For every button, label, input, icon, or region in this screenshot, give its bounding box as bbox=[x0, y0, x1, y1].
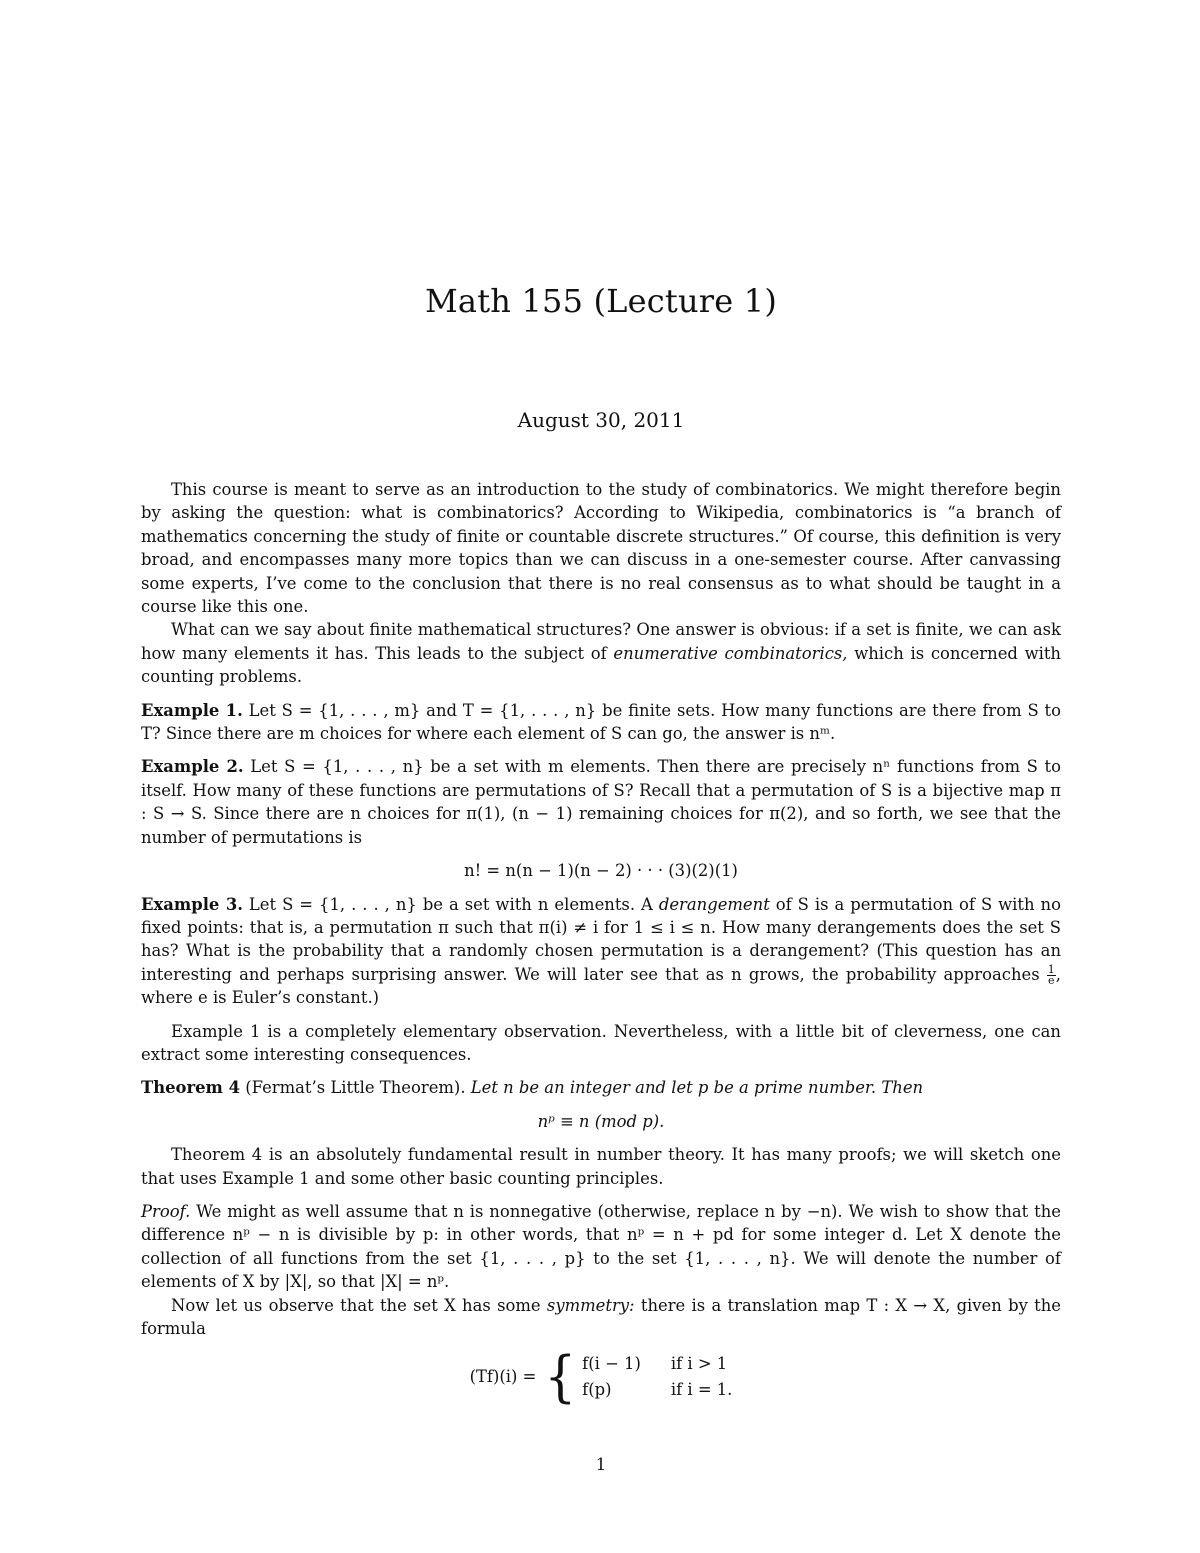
proof-label: Proof. bbox=[141, 1201, 191, 1221]
fraction-one-over-e: $\frac{1}{e}$ bbox=[1047, 962, 1055, 987]
paragraph-elementary: Example 1 is a completely elementary observation. Nevertheless, with a little bit of cleverness, one can extract some interesting consequences. bbox=[141, 1021, 1061, 1064]
left-brace: { bbox=[544, 1344, 577, 1409]
formula-cases bbox=[582, 1352, 732, 1401]
example-2-label: Example 2. bbox=[141, 757, 244, 777]
example-1: Example 1. Let S = {1, . . . , m} and T = {1, . . . , n} be finite sets. How many functions are there from S to T? Since there are m choices for where each element of S can go, the answer is nᵐ. bbox=[141, 700, 1061, 744]
factorial-equation: n! = n(n − 1)(n − 2) · · · (3)(2)(1) bbox=[464, 861, 738, 881]
paragraph-finite-structures: What can we say about finite mathematical structures? One answer is obvious: if a set is finite, we can ask how many elements it has. This leads to the subject of enumerative combinatorics, which is concerned with counting problems. bbox=[141, 620, 1061, 687]
case-1-expression: f(i − 1) bbox=[582, 1354, 641, 1374]
intro-paragraph: This course is meant to serve as an introduction to the study of combinatorics. We might therefore begin by asking the question: what is combinatorics? According to Wikipedia, combinatorics is “a branch of mathematics concerning the study of finite or countable discrete structures.” Of course, this definition is very broad, and encompasses many more topics than we can discuss in a one-semester course. After canvassing some experts, I’ve come to the conclusion that there is no real consensus as to what should be taught in a course like this one. bbox=[141, 480, 1061, 617]
example-2: Example 2. Let S = {1, . . . , n} be a set with m elements. Then there are precisely nⁿ functions from S to itself. How many of these functions are permutations of S? Recall that a permutation of S is a bijective map π : S → S. Since there are n choices for π(1), (n − 1) remaining choices for π(2), and so forth, we see that the number of permutations is bbox=[141, 757, 1061, 847]
example-1-label: Example 1. bbox=[141, 700, 243, 720]
theorem-4: Theorem 4 (Fermat’s Little Theorem). Let n be an integer and let p be a prime number. Then bbox=[141, 1078, 924, 1098]
theorem-4-label: Theorem 4 bbox=[141, 1078, 240, 1098]
case-2-condition: if i = 1. bbox=[670, 1379, 733, 1399]
paragraph-symmetry: Now let us observe that the set X has some symmetry: there is a translation map T : X → X, given by the formula bbox=[141, 1295, 1061, 1338]
proof-paragraph: Proof. We might as well assume that n is nonnegative (otherwise, replace n by −n). We wish to show that the difference nᵖ − n is divisible by p: in other words, that nᵖ = n + pd for some integer d. Let X denote the collection of all functions from the set {1, . . . , p} to the set {1, . . . , n}. We will denote the number of elements of X by |X|, so that |X| = nᵖ. bbox=[141, 1201, 1061, 1292]
example-3-label: Example 3. bbox=[141, 894, 243, 914]
case-1-condition: if i > 1 bbox=[670, 1354, 728, 1374]
example-3: Example 3. Let S = {1, . . . , n} be a set with n elements. A derangement of S is a permutation of S with no fixed points: that is, a permutation π such that π(i) ≠ i for 1 ≤ i ≤ n. How many derangements does the set S has? What is the probability that a randomly chosen permutation is a derangement? (This question has an interesting and perhaps surprising answer. We will later see that as n grows, the probability approaches $\frac{1}{e}$ , where e is Euler’s constant.) bbox=[141, 894, 1061, 1008]
paragraph-theorem-discussion: Theorem 4 is an absolutely fundamental result in number theory. It has many proofs; we will sketch one that uses Example 1 and some other basic counting principles. bbox=[141, 1145, 1061, 1188]
page-number: 1 bbox=[595, 1455, 607, 1474]
fermat-equation: nᵖ ≡ n (mod p). bbox=[537, 1111, 665, 1131]
paper-date: August 30, 2011 bbox=[517, 408, 685, 432]
case-2-expression: f(p) bbox=[582, 1379, 612, 1399]
paper-body bbox=[141, 478, 1061, 1409]
paper-title: Math 155 (Lecture 1) bbox=[424, 282, 778, 320]
formula-lhs: (Tf)(i) = bbox=[469, 1367, 537, 1387]
translation-formula bbox=[141, 1344, 1061, 1409]
